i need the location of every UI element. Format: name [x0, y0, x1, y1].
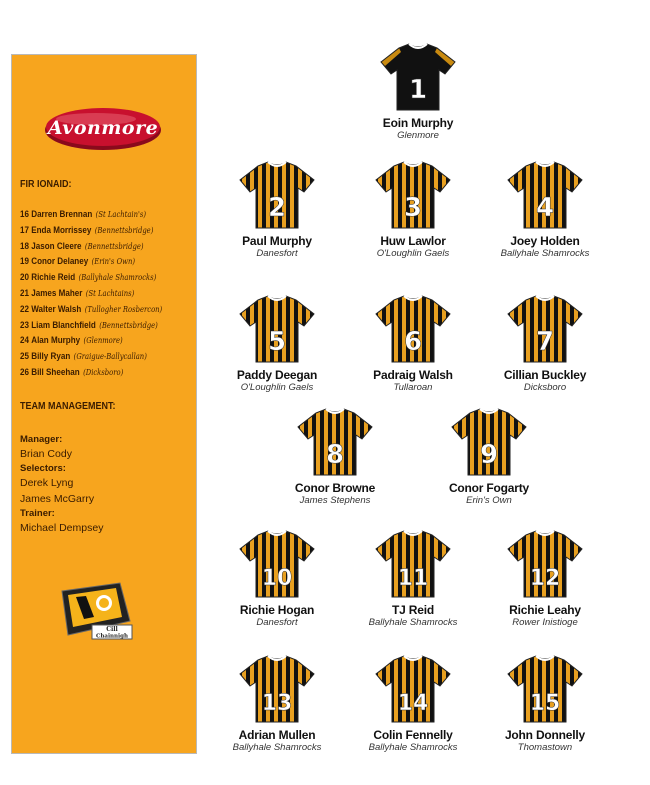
sub-name: James Maher	[31, 287, 83, 299]
player-club: Ballyhale Shamrocks	[500, 248, 590, 259]
jersey-number: 1	[408, 75, 428, 105]
manager-label: Manager:	[20, 434, 63, 445]
player-name: TJ Reid	[392, 603, 434, 617]
sub-number: 18	[20, 240, 29, 252]
sub-item	[20, 239, 162, 255]
sub-name: Darren Brennan	[31, 209, 93, 220]
player-name: Joey Holden	[510, 234, 580, 248]
player-name: Richie Leahy	[509, 603, 581, 617]
player-card	[348, 40, 488, 141]
sub-number: 26	[20, 366, 29, 378]
sub-club: (Ballyhale Shamrocks)	[78, 273, 157, 283]
player-name: Conor Browne	[294, 481, 376, 495]
selector-name: Derek Lyng	[20, 477, 74, 489]
jersey-icon	[374, 158, 452, 230]
jersey-number: 4	[535, 193, 555, 223]
sub-item	[20, 349, 162, 365]
player-card	[265, 405, 405, 506]
sidebar-panel	[11, 54, 197, 754]
player-card	[343, 527, 483, 628]
sub-club: (Erin's Own)	[91, 257, 136, 267]
player-club: Dicksboro	[523, 382, 567, 393]
player-club: O'Loughlin Gaels	[376, 248, 450, 259]
sub-number: 22	[20, 303, 29, 315]
management-heading: TEAM MANAGEMENT:	[20, 401, 116, 412]
sub-number: 24	[20, 335, 29, 347]
jersey-number: 9	[479, 440, 499, 470]
sub-club: (Bennettsbridge)	[84, 241, 144, 251]
player-club: Rower Inistioge	[512, 617, 578, 628]
player-name: Colin Fennelly	[373, 728, 453, 742]
subs-list	[20, 207, 187, 381]
player-club: Danesfort	[256, 617, 298, 628]
player-club: James Stephens	[299, 495, 371, 506]
jersey-icon	[506, 292, 584, 364]
player-club: Danesfort	[256, 248, 298, 259]
player-name: Richie Hogan	[239, 603, 315, 617]
sub-item	[20, 365, 162, 381]
player-name: Adrian Mullen	[238, 728, 316, 742]
sub-club: (St Lachtains)	[85, 288, 135, 298]
kilkenny-crest	[56, 581, 134, 641]
jersey-icon	[374, 292, 452, 364]
player-name: Conor Fogarty	[448, 481, 530, 495]
sub-club: (Bennettsbridge)	[99, 320, 158, 330]
player-club: O'Loughlin Gaels	[240, 382, 314, 393]
sub-name: Richie Reid	[31, 272, 76, 284]
sponsor-name: Avonmore	[47, 117, 159, 139]
sub-number: 17	[20, 224, 29, 236]
sub-number: 23	[20, 319, 29, 331]
jersey-icon	[506, 158, 584, 230]
sub-club: (Dicksboro)	[83, 367, 124, 377]
sub-number: 25	[20, 351, 29, 363]
jersey-icon	[506, 652, 584, 724]
jersey-number: 15	[529, 691, 561, 716]
player-name: Paddy Deegan	[236, 368, 318, 382]
sub-name: Enda Morrissey	[31, 224, 92, 236]
sub-number: 19	[20, 256, 29, 268]
sub-item	[20, 223, 162, 239]
sub-number: 21	[20, 287, 29, 299]
sub-item	[20, 318, 162, 334]
sub-item	[20, 302, 162, 318]
manager-name: Brian Cody	[20, 448, 72, 460]
player-card	[419, 405, 559, 506]
player-card	[475, 158, 615, 259]
sub-name: Conor Delaney	[31, 256, 89, 268]
selector-name: James McGarry	[20, 493, 95, 505]
selectors-label: Selectors:	[20, 463, 66, 474]
player-card	[475, 292, 615, 393]
subs-heading: FIR IONAID:	[20, 179, 72, 190]
player-club: Glenmore	[397, 130, 439, 141]
jersey-number: 3	[403, 193, 423, 223]
jersey-number: 14	[397, 691, 429, 716]
sub-item	[20, 270, 162, 286]
player-card	[207, 292, 347, 393]
player-name: Padraig Walsh	[373, 368, 453, 382]
jersey-icon	[238, 527, 316, 599]
player-club: Erin's Own	[466, 495, 512, 506]
jersey-number: 7	[535, 327, 555, 357]
sub-item	[20, 333, 162, 349]
player-name: John Donnelly	[504, 728, 586, 742]
jersey-number: 2	[267, 193, 287, 223]
sub-number: 20	[20, 272, 29, 284]
sub-club: (Tullogher Rosbercon)	[84, 304, 163, 314]
sub-name: Liam Blanchfield	[31, 319, 96, 331]
sub-name: Bill Sheehan	[31, 366, 80, 378]
player-club: Thomastown	[517, 742, 573, 753]
sub-number: 16	[20, 209, 29, 220]
player-club: Ballyhale Shamrocks	[232, 742, 322, 753]
jersey-icon	[450, 405, 528, 477]
sub-item	[20, 207, 162, 223]
player-card	[475, 652, 615, 753]
jersey-icon	[374, 652, 452, 724]
player-club: Ballyhale Shamrocks	[368, 617, 458, 628]
player-name: Paul Murphy	[242, 234, 312, 248]
player-name: Eoin Murphy	[382, 116, 454, 130]
player-card	[343, 158, 483, 259]
jersey-number: 5	[267, 327, 287, 357]
player-name: Cillian Buckley	[503, 368, 587, 382]
trainer-name: Michael Dempsey	[20, 522, 104, 534]
player-name: Huw Lawlor	[380, 234, 446, 248]
sub-item	[20, 286, 162, 302]
player-card	[343, 292, 483, 393]
sub-name: Alan Murphy	[31, 335, 81, 347]
player-card	[207, 652, 347, 753]
jersey-icon	[296, 405, 374, 477]
jersey-icon	[379, 40, 457, 112]
sub-name: Billy Ryan	[31, 351, 71, 363]
player-club: Ballyhale Shamrocks	[368, 742, 458, 753]
sub-name: Walter Walsh	[31, 303, 82, 315]
sub-club: (Glenmore)	[83, 336, 123, 346]
jersey-icon	[238, 158, 316, 230]
trainer-label: Trainer:	[20, 508, 55, 519]
player-club: Tullaroan	[393, 382, 433, 393]
jersey-number: 10	[261, 566, 293, 591]
player-card	[343, 652, 483, 753]
crest-text-1: Cill	[106, 626, 118, 633]
sub-name: Jason Cleere	[31, 240, 82, 252]
sub-item	[20, 254, 162, 270]
jersey-icon	[506, 527, 584, 599]
jersey-number: 12	[529, 566, 561, 591]
sub-club: (Graigue-Ballycallan)	[73, 352, 147, 362]
jersey-icon	[238, 292, 316, 364]
management-block	[20, 433, 103, 536]
player-card	[207, 158, 347, 259]
sub-club: (Bennettsbridge)	[94, 225, 154, 235]
jersey-number: 11	[397, 566, 429, 591]
jersey-number: 13	[261, 691, 293, 716]
sub-club: (St Lachtain's)	[95, 210, 146, 219]
jersey-number: 6	[403, 327, 423, 357]
player-card	[207, 527, 347, 628]
jersey-number: 8	[325, 440, 345, 470]
player-card	[475, 527, 615, 628]
crest-text-2: Chainnigh	[96, 633, 128, 640]
jersey-icon	[238, 652, 316, 724]
jersey-icon	[374, 527, 452, 599]
